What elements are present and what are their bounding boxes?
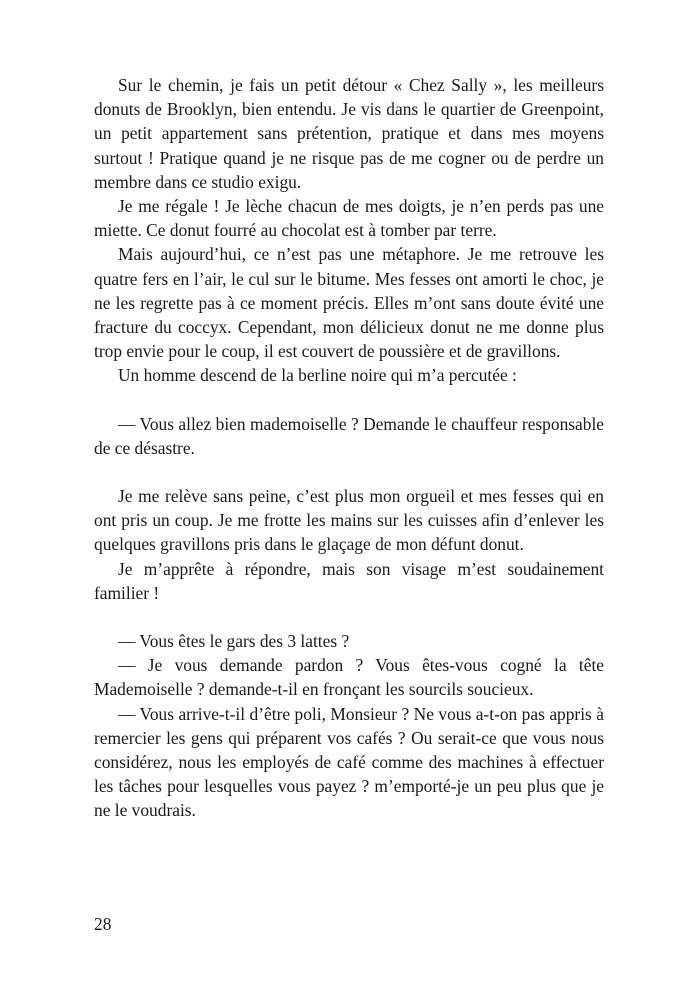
paragraph: Un homme descend de la berline noire qui m’a percutée : [118, 365, 517, 386]
paragraph: Je me régale ! Je lèche chacun de mes doigts, je n’en perds pas une miette. Ce donut fourré au chocolat est à tomber par terre. [94, 196, 604, 241]
dialogue-line: — Vous êtes le gars des 3 lattes ? [118, 631, 350, 652]
dialogue-line: — Je vous demande pardon ? Vous êtes-vous cogné la tête Mademoiselle ? demande-t-il en fronçant les sourcils soucieux. [94, 655, 604, 700]
paragraph: Sur le chemin, je fais un petit détour « Chez Sally », les meilleurs donuts de Brooklyn, bien entendu. Je vis dans le quartier de Greenpoint, un petit appartement sans prétention, pratique et dans mes moyens surtout ! Pratique quand je ne risque pas de me cogner ou de perdre un membre dans ce studio exigu. [94, 75, 604, 192]
dialogue-line: — Vous arrive-t-il d’être poli, Monsieur ? Ne vous a-t-on pas appris à remercier les gens qui préparent vos cafés ? Ou serait-ce que vous nous considérez, nous les employés de café comme des machines à effectuer les tâches pour lesquelles vous payez ? m’emporté-je un peu plus que je ne le voudrais. [94, 703, 604, 821]
paragraph: Mais aujourd’hui, ce n’est pas une métaphore. Je me retrouve les quatre fers en l’air, le cul sur le bitume. Mes fesses ont amorti le choc, je ne les regrette pas à ce moment précis. Elles m’ont sans doute évité une fracture du coccyx. Cependant, mon délicieux donut ne me donne plus trop envie pour le coup, il est couvert de poussière et de gravillons. [94, 244, 604, 362]
paragraph: Je m’apprête à répondre, mais son visage m’est soudainement familier ! [94, 558, 604, 603]
paragraph-gap [94, 605, 604, 629]
page-number: 28 [94, 914, 112, 934]
paragraph: Je me relève sans peine, c’est plus mon orgueil et mes fesses qui en ont pris un coup. Je me frotte les mains sur les cuisses afin d’enlever les quelques gravillons pris dans le glaçage de mon défunt donut. [94, 486, 604, 555]
paragraph-gap [94, 460, 604, 484]
paragraph-gap [94, 388, 604, 412]
page-body-text [94, 73, 604, 823]
dialogue-line: — Vous allez bien mademoiselle ? Demande le chauffeur responsable de ce désastre. [94, 413, 604, 458]
